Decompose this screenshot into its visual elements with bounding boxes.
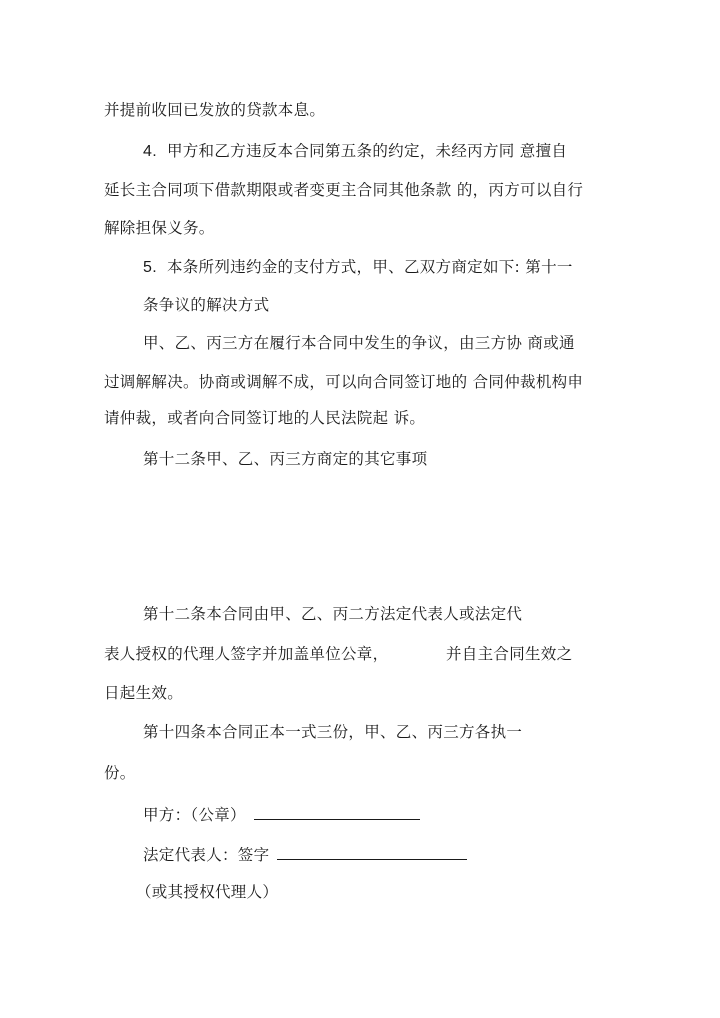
text-line: 第十四条本合同正本一式三份，甲、乙、丙三方各执一 <box>143 723 523 741</box>
clause-number: 4. <box>143 143 157 160</box>
party-a-seal-line <box>143 803 420 825</box>
text-line: 请仲裁，或者向合同签订地的人民法院起 诉。 <box>104 409 426 427</box>
text-line: 并提前收回已发放的贷款本息。 <box>104 101 326 119</box>
section-heading: 条争议的解决方式 <box>143 296 270 314</box>
text-line: 解除担保义务。 <box>104 219 215 237</box>
party-a-seal-label: 甲方：（公章） <box>143 806 246 824</box>
text-line: 并自主合同生效之 <box>446 645 573 663</box>
text-line: 本条所列违约金的支付方式，甲、乙双方商定如下: 第十一 <box>166 258 573 276</box>
text-line: 甲方和乙方违反本合同第五条的约定，未经丙方同 意擅自 <box>166 142 568 160</box>
text-line: 过调解解决。协商或调解不成，可以向合同签订地的 合同仲裁机构申 <box>104 373 584 391</box>
signature-blank <box>277 843 467 860</box>
clause-4-line <box>143 141 567 162</box>
section-heading: 第十二条甲、乙、丙三方商定的其它事项 <box>143 450 428 468</box>
legal-rep-sign-label: 法定代表人：签字 <box>143 846 270 864</box>
text-line: 延长主合同项下借款期限或者变更主合同其他条款 的，丙方可以自行 <box>104 181 584 199</box>
legal-rep-sign-line <box>143 843 467 865</box>
authorized-agent-note: （或其授权代理人） <box>136 883 279 901</box>
clause-5-line <box>143 257 573 278</box>
signature-blank <box>254 803 420 820</box>
text-line: 第十二条本合同由甲、乙、丙二方法定代表人或法定代 <box>143 605 523 623</box>
text-line: 表人授权的代理人签字并加盖单位公章， <box>104 645 389 663</box>
text-line: 甲、乙、丙三方在履行本合同中发生的争议，由三方协 商或通 <box>143 334 575 352</box>
text-line: 份。 <box>104 764 136 782</box>
clause-number: 5. <box>143 259 157 276</box>
text-line: 日起生效。 <box>104 684 184 702</box>
